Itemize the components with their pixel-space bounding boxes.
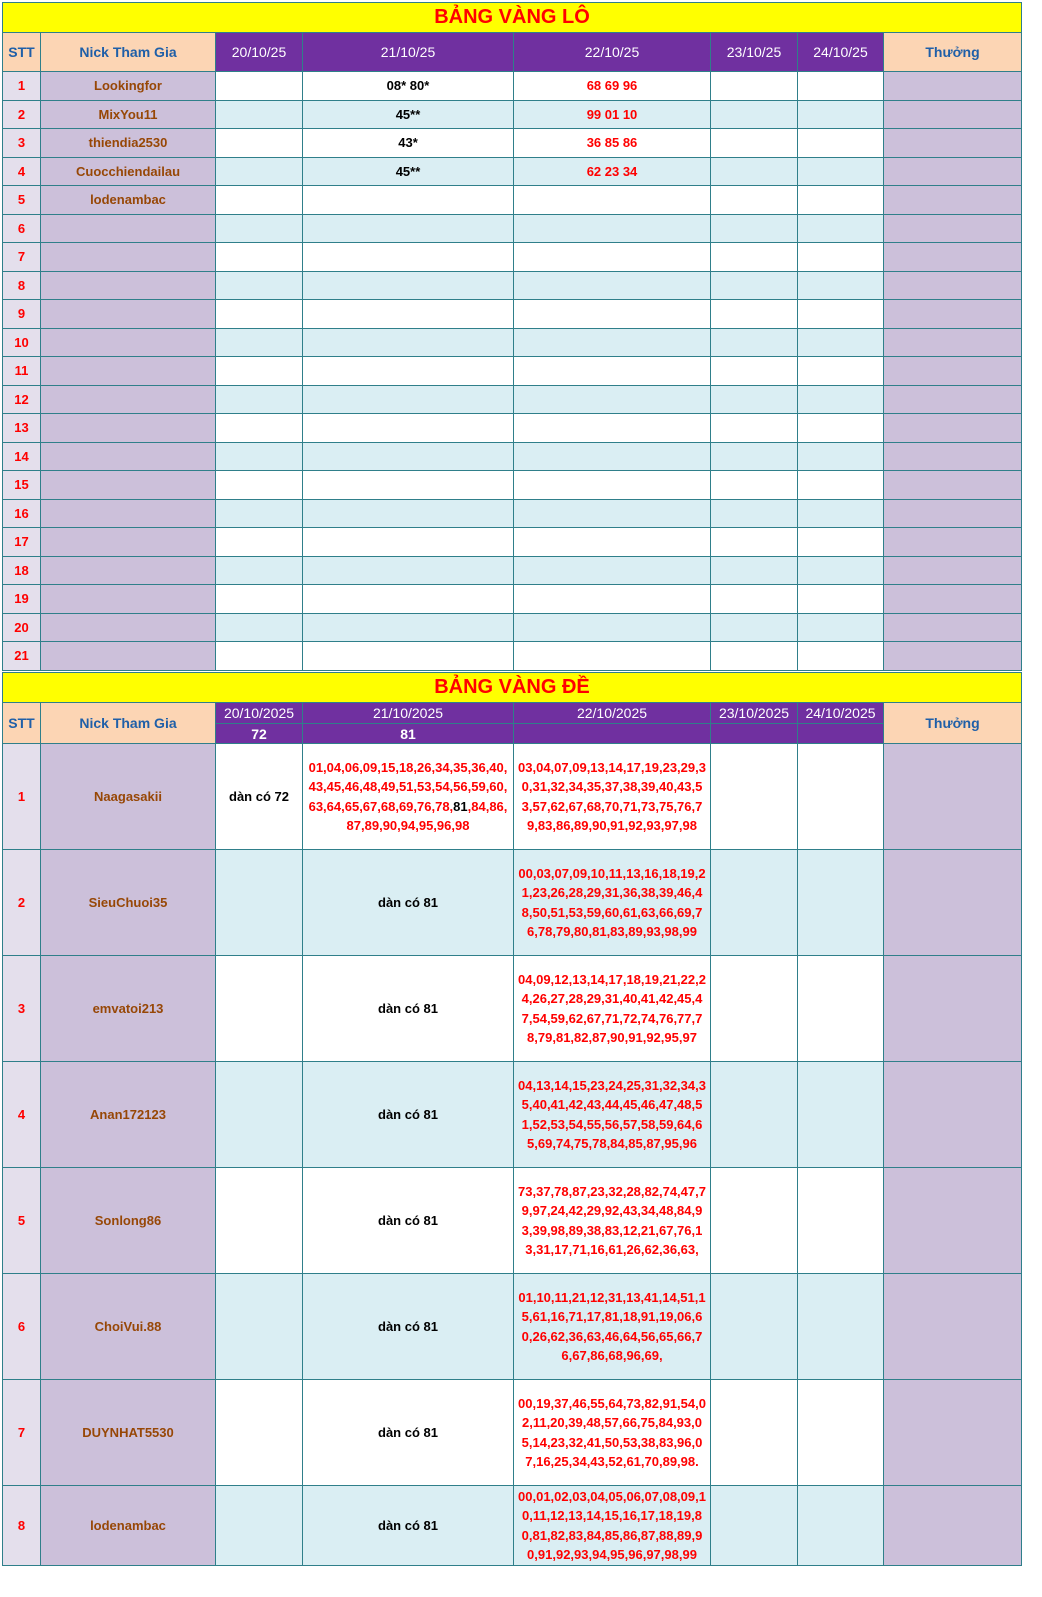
- lo-row-reward: [884, 214, 1022, 243]
- lo-row-day2: 45**: [303, 157, 514, 186]
- lo-header-date-4: 23/10/25: [711, 33, 798, 72]
- lo-row-stt: 8: [3, 271, 41, 300]
- lo-row-day5: [798, 328, 884, 357]
- lo-row-day3: [514, 499, 711, 528]
- lo-row-stt: 1: [3, 72, 41, 101]
- de-row-reward: [884, 1062, 1022, 1168]
- lo-row-day4: [711, 157, 798, 186]
- lo-row-reward: [884, 556, 1022, 585]
- lo-row-reward: [884, 72, 1022, 101]
- lo-row-stt: 15: [3, 471, 41, 500]
- lo-row-nick: MixYou11: [41, 100, 216, 129]
- de-row-day1: [216, 1062, 303, 1168]
- lo-row-day2: [303, 499, 514, 528]
- lo-row-nick: lodenambac: [41, 186, 216, 215]
- lo-row-day2: [303, 642, 514, 671]
- lo-row-day1: [216, 214, 303, 243]
- lo-row: [3, 385, 1022, 414]
- lo-row-day4: [711, 186, 798, 215]
- de-row-day4: [711, 1062, 798, 1168]
- lo-row-day5: [798, 585, 884, 614]
- de-row-day1: [216, 1380, 303, 1486]
- lo-row-day4: [711, 300, 798, 329]
- lo-row-stt: 10: [3, 328, 41, 357]
- de-header-date-1: 20/10/2025: [216, 703, 303, 724]
- lo-row-day4: [711, 414, 798, 443]
- de-row: [3, 1274, 1022, 1380]
- de-row-day4: [711, 1380, 798, 1486]
- lo-row-day2: [303, 271, 514, 300]
- lo-row-nick: [41, 442, 216, 471]
- lo-row-day1: [216, 271, 303, 300]
- de-row-day2: dàn có 81: [303, 1062, 514, 1168]
- de-row-day2: dàn có 81: [303, 956, 514, 1062]
- de-title: BẢNG VÀNG ĐỀ: [3, 673, 1022, 703]
- lo-row-nick: [41, 243, 216, 272]
- lo-row: [3, 471, 1022, 500]
- de-row-day2: dàn có 81: [303, 1486, 514, 1566]
- lo-row-reward: [884, 613, 1022, 642]
- lo-row-stt: 19: [3, 585, 41, 614]
- lo-row: [3, 214, 1022, 243]
- lo-row-day2: 45**: [303, 100, 514, 129]
- lo-row-day5: [798, 129, 884, 158]
- lo-row-day2: [303, 613, 514, 642]
- lo-row: [3, 243, 1022, 272]
- lo-row-day5: [798, 72, 884, 101]
- lo-row-day4: [711, 385, 798, 414]
- lo-row-reward: [884, 385, 1022, 414]
- de-result-1: 72: [216, 724, 303, 744]
- de-row-reward: [884, 1380, 1022, 1486]
- de-row-reward: [884, 956, 1022, 1062]
- lo-row-day2: [303, 186, 514, 215]
- de-result-4: [711, 724, 798, 744]
- lo-row-day3: [514, 300, 711, 329]
- lo-row-day1: [216, 357, 303, 386]
- lo-row-day4: [711, 471, 798, 500]
- lo-row-day1: [216, 243, 303, 272]
- lo-row-stt: 17: [3, 528, 41, 557]
- lo-row-day3: [514, 186, 711, 215]
- de-header-date-3: 22/10/2025: [514, 703, 711, 724]
- lo-row-day3: 62 23 34: [514, 157, 711, 186]
- de-row: [3, 1168, 1022, 1274]
- lo-row-day3: [514, 243, 711, 272]
- de-row-day3: 73,37,78,87,23,32,28,82,74,47,79,97,24,42,29,92,43,34,48,84,93,39,98,89,38,83,12,21,67,76,13,31,17,71,16,61,26,62,36,63,: [514, 1168, 711, 1274]
- lo-row-day1: [216, 499, 303, 528]
- lo-row-nick: [41, 328, 216, 357]
- lo-row-day1: [216, 72, 303, 101]
- de-row-stt: 3: [3, 956, 41, 1062]
- lo-row-reward: [884, 585, 1022, 614]
- de-row-reward: [884, 850, 1022, 956]
- lo-row-nick: [41, 499, 216, 528]
- de-header-reward: Thưởng: [884, 703, 1022, 744]
- lo-row-day5: [798, 442, 884, 471]
- de-row-stt: 6: [3, 1274, 41, 1380]
- lo-row-day5: [798, 642, 884, 671]
- lo-row-day5: [798, 214, 884, 243]
- lo-row: [3, 72, 1022, 101]
- lo-row-reward: [884, 186, 1022, 215]
- lo-row-stt: 16: [3, 499, 41, 528]
- de-row-stt: 7: [3, 1380, 41, 1486]
- lo-row-day1: [216, 157, 303, 186]
- de-row-day3: 04,13,14,15,23,24,25,31,32,34,35,40,41,42,43,44,45,46,47,48,51,52,53,54,55,56,57,58,59,64,65,69,74,75,78,84,85,87,95,96: [514, 1062, 711, 1168]
- lo-row-day4: [711, 585, 798, 614]
- de-row-day2-post: ,84,86,87,89,90,94,95,96,98: [346, 798, 508, 833]
- lo-row-day1: [216, 585, 303, 614]
- lo-row-day3: 99 01 10: [514, 100, 711, 129]
- lo-row-day1: [216, 186, 303, 215]
- lo-row-day1: [216, 129, 303, 158]
- lo-header-date-2: 21/10/25: [303, 33, 514, 72]
- lo-row-day3: [514, 414, 711, 443]
- lo-row: [3, 100, 1022, 129]
- de-result-2: 81: [303, 724, 514, 744]
- lo-row-day2: [303, 385, 514, 414]
- lo-row-day4: [711, 214, 798, 243]
- lo-row-day5: [798, 613, 884, 642]
- lo-row-day3: [514, 613, 711, 642]
- de-row-day3: 00,19,37,46,55,64,73,82,91,54,02,11,20,39,48,57,66,75,84,93,05,14,23,32,41,50,53,38,83,96,07,16,25,34,43,52,61,70,89,98.: [514, 1380, 711, 1486]
- lo-row-day4: [711, 328, 798, 357]
- lo-header-date-1: 20/10/25: [216, 33, 303, 72]
- lo-row-nick: [41, 585, 216, 614]
- de-row-nick: SieuChuoi35: [41, 850, 216, 956]
- lo-row-day2: [303, 585, 514, 614]
- de-row-day5: [798, 744, 884, 850]
- lo-row-day2: [303, 243, 514, 272]
- lo-row-day3: [514, 328, 711, 357]
- lo-row-day4: [711, 243, 798, 272]
- lo-row-day1: [216, 300, 303, 329]
- lo-row-day2: [303, 328, 514, 357]
- de-header-date-5: 24/10/2025: [798, 703, 884, 724]
- lo-row: [3, 129, 1022, 158]
- lo-row-day3: [514, 556, 711, 585]
- de-row-day4: [711, 1274, 798, 1380]
- lo-header-nick: Nick Tham Gia: [41, 33, 216, 72]
- de-header-date-2: 21/10/2025: [303, 703, 514, 724]
- de-row-day1: [216, 1274, 303, 1380]
- lo-row-stt: 20: [3, 613, 41, 642]
- de-header-stt: STT: [3, 703, 41, 744]
- lo-row-nick: [41, 613, 216, 642]
- lo-row-day2: 08* 80*: [303, 72, 514, 101]
- de-body: [3, 744, 1022, 1566]
- lo-row-reward: [884, 528, 1022, 557]
- de-row-nick: Sonlong86: [41, 1168, 216, 1274]
- de-row-reward: [884, 1486, 1022, 1566]
- de-table: [2, 672, 1022, 1566]
- lo-row-day1: [216, 414, 303, 443]
- de-row-day2: dàn có 81: [303, 1168, 514, 1274]
- lo-row-day2: [303, 471, 514, 500]
- lo-row-day5: [798, 243, 884, 272]
- lo-row-day3: [514, 357, 711, 386]
- lo-row-day5: [798, 157, 884, 186]
- de-row-day4: [711, 744, 798, 850]
- lo-row: [3, 300, 1022, 329]
- de-row-day1: [216, 1168, 303, 1274]
- lo-row-nick: [41, 414, 216, 443]
- de-row-day5: [798, 850, 884, 956]
- lo-row-nick: [41, 214, 216, 243]
- lo-row-reward: [884, 642, 1022, 671]
- de-row: [3, 1380, 1022, 1486]
- lo-row-day4: [711, 100, 798, 129]
- lo-row-day5: [798, 271, 884, 300]
- lo-row-day4: [711, 442, 798, 471]
- lo-row-day2: [303, 414, 514, 443]
- lo-row-day5: [798, 100, 884, 129]
- lo-row-day1: [216, 642, 303, 671]
- de-row-stt: 1: [3, 744, 41, 850]
- lo-row: [3, 186, 1022, 215]
- lo-row-day1: [216, 442, 303, 471]
- lo-row-reward: [884, 442, 1022, 471]
- lo-row-day5: [798, 528, 884, 557]
- lo-row-stt: 3: [3, 129, 41, 158]
- lo-row-day3: 36 85 86: [514, 129, 711, 158]
- lo-row-reward: [884, 157, 1022, 186]
- lo-row-day1: [216, 613, 303, 642]
- de-row-day2: dàn có 81: [303, 1274, 514, 1380]
- lo-row-day5: [798, 414, 884, 443]
- lo-row-stt: 2: [3, 100, 41, 129]
- lo-row-day4: [711, 528, 798, 557]
- lo-row-reward: [884, 243, 1022, 272]
- lo-row-day2: [303, 300, 514, 329]
- lo-row-day3: [514, 271, 711, 300]
- lo-row-day3: [514, 528, 711, 557]
- lo-row-day4: [711, 357, 798, 386]
- lo-row-reward: [884, 471, 1022, 500]
- lo-row-day4: [711, 642, 798, 671]
- lo-row-day5: [798, 186, 884, 215]
- lo-row-day5: [798, 357, 884, 386]
- lo-row-nick: Cuocchiendailau: [41, 157, 216, 186]
- lo-row-day2: [303, 528, 514, 557]
- lo-row-day4: [711, 271, 798, 300]
- de-result-5: [798, 724, 884, 744]
- lo-row-reward: [884, 271, 1022, 300]
- lo-row-day3: 68 69 96: [514, 72, 711, 101]
- lo-row-day4: [711, 129, 798, 158]
- de-row-stt: 2: [3, 850, 41, 956]
- de-header-date-4: 23/10/2025: [711, 703, 798, 724]
- lo-row-nick: [41, 357, 216, 386]
- lo-row-day1: [216, 556, 303, 585]
- lo-row-day1: [216, 471, 303, 500]
- de-row-reward: [884, 1274, 1022, 1380]
- lo-row-day4: [711, 499, 798, 528]
- de-row-day3: 00,01,02,03,04,05,06,07,08,09,10,11,12,13,14,15,16,17,18,19,80,81,82,83,84,85,86,87,88,89,90,91,92,93,94,95,96,97,98,99: [514, 1486, 711, 1566]
- de-row-nick: emvatoi213: [41, 956, 216, 1062]
- lo-row-reward: [884, 499, 1022, 528]
- de-row-day4: [711, 1168, 798, 1274]
- lo-header-reward: Thưởng: [884, 33, 1022, 72]
- lo-row-nick: [41, 471, 216, 500]
- de-row: [3, 956, 1022, 1062]
- lo-row-day2: 43*: [303, 129, 514, 158]
- lo-row-stt: 13: [3, 414, 41, 443]
- de-row-day5: [798, 1486, 884, 1566]
- de-row-day1: dàn có 72: [216, 744, 303, 850]
- lo-row: [3, 556, 1022, 585]
- lo-row-nick: [41, 271, 216, 300]
- de-row-reward: [884, 744, 1022, 850]
- lo-body: [3, 72, 1022, 671]
- de-row-day1: [216, 850, 303, 956]
- lo-row-reward: [884, 129, 1022, 158]
- de-row: [3, 1486, 1022, 1566]
- lo-row-day4: [711, 613, 798, 642]
- lo-row-nick: [41, 642, 216, 671]
- de-header-nick: Nick Tham Gia: [41, 703, 216, 744]
- lo-row: [3, 528, 1022, 557]
- lo-row-nick: [41, 556, 216, 585]
- lo-row: [3, 328, 1022, 357]
- lo-row: [3, 357, 1022, 386]
- de-row-day2-pre: 01,04,06,09,15,18,26,34,35,36,40,43,45,46,48,49,51,53,54,56,59,60,63,64,65,67,68,69,76,78,: [308, 759, 508, 814]
- lo-header-date-3: 22/10/25: [514, 33, 711, 72]
- lo-row-nick: [41, 528, 216, 557]
- de-row-day2: dàn có 81: [303, 1380, 514, 1486]
- de-row-nick: lodenambac: [41, 1486, 216, 1566]
- lo-header-stt: STT: [3, 33, 41, 72]
- de-row-day2: [303, 744, 514, 850]
- de-row-day1: [216, 1486, 303, 1566]
- lo-row-day1: [216, 328, 303, 357]
- lo-row: [3, 271, 1022, 300]
- de-row-nick: DUYNHAT5530: [41, 1380, 216, 1486]
- lo-row-day2: [303, 214, 514, 243]
- de-row-day3: 01,10,11,21,12,31,13,41,14,51,15,61,16,71,17,81,18,91,19,06,60,26,62,36,63,46,64,56,65,66,76,67,86,68,96,69,: [514, 1274, 711, 1380]
- de-row-day3: 00,03,07,09,10,11,13,16,18,19,21,23,26,28,29,31,36,38,39,46,48,50,51,53,59,60,61,63,66,69,76,78,79,80,81,83,89,93,98,99: [514, 850, 711, 956]
- lo-row: [3, 442, 1022, 471]
- lo-row-day5: [798, 300, 884, 329]
- lo-row-reward: [884, 100, 1022, 129]
- lo-row-day5: [798, 385, 884, 414]
- de-row-day2: dàn có 81: [303, 850, 514, 956]
- de-row-day4: [711, 956, 798, 1062]
- lo-row-nick: [41, 300, 216, 329]
- de-row-day4: [711, 850, 798, 956]
- lo-row-day3: [514, 385, 711, 414]
- lo-row-stt: 11: [3, 357, 41, 386]
- lo-table: [2, 2, 1022, 671]
- lo-row-stt: 18: [3, 556, 41, 585]
- lo-row-reward: [884, 357, 1022, 386]
- lo-row-nick: thiendia2530: [41, 129, 216, 158]
- de-row-day5: [798, 1380, 884, 1486]
- lo-row-day3: [514, 642, 711, 671]
- lo-row-day2: [303, 556, 514, 585]
- de-row-reward: [884, 1168, 1022, 1274]
- lo-row-day5: [798, 499, 884, 528]
- lo-row-day3: [514, 585, 711, 614]
- lo-row: [3, 157, 1022, 186]
- de-row-day4: [711, 1486, 798, 1566]
- de-row-stt: 4: [3, 1062, 41, 1168]
- lo-row-day3: [514, 442, 711, 471]
- de-row-day5: [798, 956, 884, 1062]
- lo-row: [3, 613, 1022, 642]
- lo-row: [3, 499, 1022, 528]
- lo-row: [3, 585, 1022, 614]
- lo-row-stt: 7: [3, 243, 41, 272]
- de-row-stt: 5: [3, 1168, 41, 1274]
- de-row-day3: 04,09,12,13,14,17,18,19,21,22,24,26,27,28,29,31,40,41,42,45,47,54,59,62,67,71,72,74,76,77,78,79,81,82,87,90,91,92,95,97: [514, 956, 711, 1062]
- lo-row-stt: 4: [3, 157, 41, 186]
- lo-row: [3, 642, 1022, 671]
- lo-row-day3: [514, 471, 711, 500]
- lo-row-stt: 21: [3, 642, 41, 671]
- lo-row-reward: [884, 300, 1022, 329]
- de-row-day1: [216, 956, 303, 1062]
- lo-title: BẢNG VÀNG LÔ: [3, 3, 1022, 33]
- lo-row-day4: [711, 556, 798, 585]
- lo-row-day1: [216, 100, 303, 129]
- de-row: [3, 850, 1022, 956]
- lo-row-day2: [303, 357, 514, 386]
- de-row: [3, 1062, 1022, 1168]
- de-row-day3: 03,04,07,09,13,14,17,19,23,29,30,31,32,34,35,37,38,39,40,43,53,57,62,67,68,70,71,73,75,76,79,83,86,89,90,91,92,93,97,98: [514, 744, 711, 850]
- lo-row-reward: [884, 414, 1022, 443]
- de-row: [3, 744, 1022, 850]
- lo-row-stt: 5: [3, 186, 41, 215]
- lo-row-stt: 14: [3, 442, 41, 471]
- lo-row-stt: 6: [3, 214, 41, 243]
- lo-row-stt: 9: [3, 300, 41, 329]
- lo-row-day2: [303, 442, 514, 471]
- lo-row-day4: [711, 72, 798, 101]
- de-row-day5: [798, 1062, 884, 1168]
- lo-header-date-5: 24/10/25: [798, 33, 884, 72]
- de-result-3: [514, 724, 711, 744]
- de-row-nick: Naagasakii: [41, 744, 216, 850]
- lo-row-reward: [884, 328, 1022, 357]
- lo-row: [3, 414, 1022, 443]
- lo-row-day3: [514, 214, 711, 243]
- lo-row-nick: Lookingfor: [41, 72, 216, 101]
- de-row-nick: ChoiVui.88: [41, 1274, 216, 1380]
- de-row-day5: [798, 1274, 884, 1380]
- de-row-day2-hit: 81: [453, 798, 468, 814]
- de-row-nick: Anan172123: [41, 1062, 216, 1168]
- lo-row-day1: [216, 528, 303, 557]
- de-row-day5: [798, 1168, 884, 1274]
- de-row-stt: 8: [3, 1486, 41, 1566]
- lo-row-day5: [798, 471, 884, 500]
- lo-row-nick: [41, 385, 216, 414]
- lo-row-stt: 12: [3, 385, 41, 414]
- lo-row-day5: [798, 556, 884, 585]
- lo-row-day1: [216, 385, 303, 414]
